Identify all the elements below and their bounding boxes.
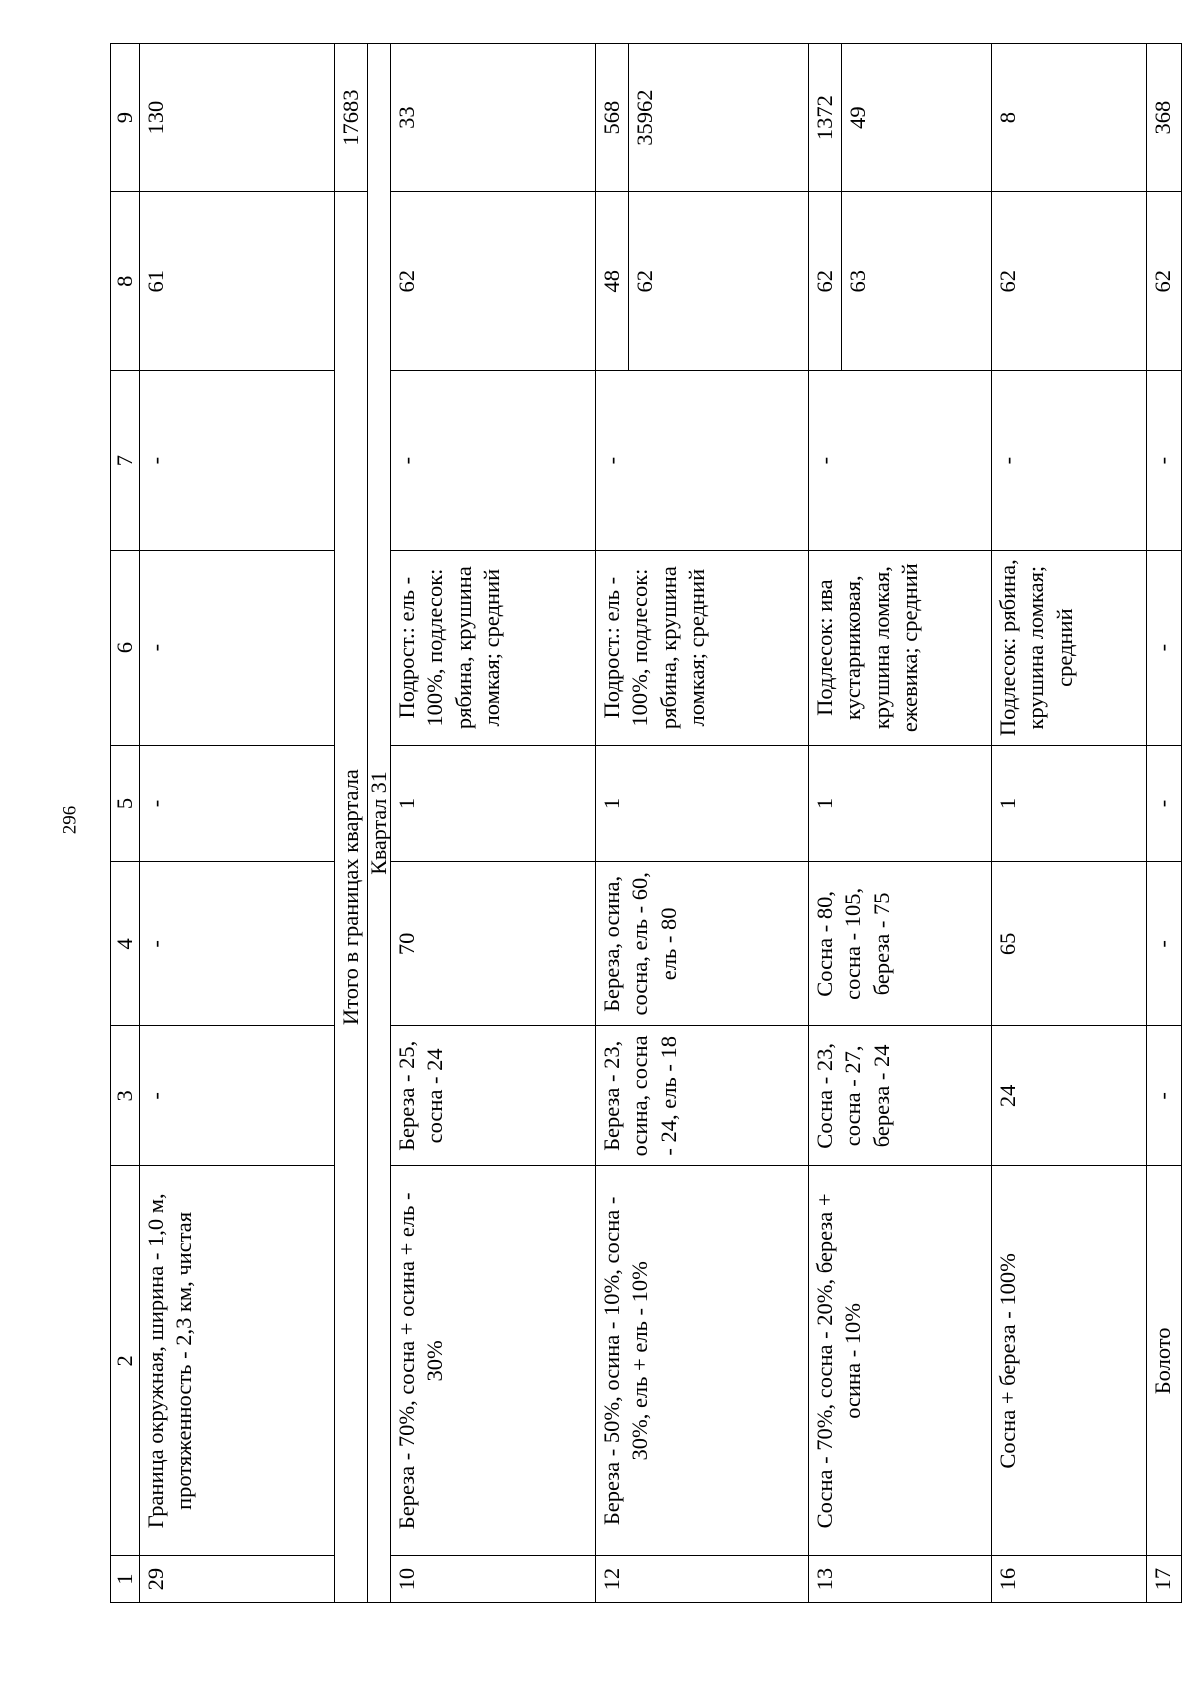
split-value: 48: [599, 270, 625, 293]
header-cell: 8: [111, 192, 140, 371]
table-cell: 1: [391, 745, 596, 862]
age-cell: Береза, осина, сосна, ель - 60, ель - 80: [596, 862, 809, 1026]
split-value: 568: [599, 100, 625, 135]
split-cell: [809, 44, 992, 192]
header-cell: 5: [111, 745, 140, 862]
split-cell: [596, 44, 809, 192]
table-cell: -: [140, 862, 335, 1026]
table-cell: -: [809, 371, 992, 550]
table-cell: -: [1147, 1026, 1182, 1166]
table-cell: -: [596, 371, 809, 550]
composition-cell: Сосна - 70%, сосна - 20%, береза + осина - 10%: [809, 1166, 992, 1556]
table-cell: 368: [1147, 44, 1182, 192]
table-cell: 62: [992, 192, 1147, 371]
table-cell: -: [1147, 550, 1182, 745]
table-cell: -: [140, 1026, 335, 1166]
split-cell: [809, 192, 992, 371]
split-cell: [596, 192, 809, 371]
table-row-boundary: [140, 44, 335, 1603]
height-cell: Сосна - 23, сосна - 27, береза - 24: [809, 1026, 992, 1166]
table-row-total: [335, 44, 368, 1603]
header-cell: 6: [111, 550, 140, 745]
undergrowth-cell: Подрост.: ель - 100%, подлесок: рябина, крушина ломкая; средний: [596, 550, 809, 745]
total-value: 17683: [335, 44, 368, 192]
composition-cell: Болото: [1147, 1166, 1182, 1556]
age-cell: 70: [391, 862, 596, 1026]
table-cell: -: [992, 371, 1147, 550]
header-cell: 2: [111, 1166, 140, 1556]
table-row: [992, 44, 1147, 1603]
table-row-quarter: [368, 44, 391, 1603]
row-number-cell: 12: [596, 1556, 809, 1603]
table-cell: 130: [140, 44, 335, 192]
age-cell: Сосна - 80, сосна - 105, береза - 75: [809, 862, 992, 1026]
table-cell: -: [1147, 371, 1182, 550]
table-row: [1147, 44, 1182, 1603]
row-number-cell: 13: [809, 1556, 992, 1603]
split-value: 1372: [812, 95, 838, 141]
table-cell: 33: [391, 44, 596, 192]
row-number-cell: 29: [140, 1556, 335, 1603]
undergrowth-cell: Подрост.: ель - 100%, подлесок: рябина, крушина ломкая; средний: [391, 550, 596, 745]
undergrowth-cell: Подлесок: рябина, крушина ломкая; средний: [992, 550, 1147, 745]
table-cell: -: [1147, 745, 1182, 862]
header-cell: 9: [111, 44, 140, 192]
row-number-cell: 16: [992, 1556, 1147, 1603]
table-row: [809, 44, 992, 1603]
table-row: [391, 44, 596, 1603]
table-row: [596, 44, 809, 1603]
table-cell: 61: [140, 192, 335, 371]
forest-inventory-table: [110, 43, 1182, 1603]
table-cell: 8: [992, 44, 1147, 192]
split-value: 35962: [628, 44, 661, 191]
undergrowth-cell: Подлесок: ива кустарниковая, крушина ломкая, ежевика; средний: [809, 550, 992, 745]
table-cell: -: [140, 745, 335, 862]
table-cell: 1: [809, 745, 992, 862]
table-cell: -: [140, 371, 335, 550]
height-cell: 24: [992, 1026, 1147, 1166]
header-cell: 1: [111, 1556, 140, 1603]
rotated-table-container: [110, 43, 1176, 1603]
height-cell: Береза - 25, сосна - 24: [391, 1026, 596, 1166]
composition-cell: Граница окружная, ширина - 1,0 м, протяженность - 2,3 км, чистая: [140, 1166, 335, 1556]
composition-cell: Сосна + береза - 100%: [992, 1166, 1147, 1556]
table-header-row: [111, 44, 140, 1603]
split-value: 62: [628, 192, 661, 370]
page-number: [50, 790, 90, 850]
table-cell: -: [391, 371, 596, 550]
table-cell: 62: [391, 192, 596, 371]
total-label: Итого в границах квартала: [335, 192, 368, 1603]
row-number-cell: 10: [391, 1556, 596, 1603]
age-cell: 65: [992, 862, 1147, 1026]
header-cell: 3: [111, 1026, 140, 1166]
table-cell: 1: [596, 745, 809, 862]
composition-cell: Береза - 50%, осина - 10%, сосна - 30%, ель + ель - 10%: [596, 1166, 809, 1556]
header-cell: 4: [111, 862, 140, 1026]
table-cell: -: [1147, 862, 1182, 1026]
quarter-label: Квартал 31: [368, 44, 391, 1603]
height-cell: Береза - 23, осина, сосна - 24, ель - 18: [596, 1026, 809, 1166]
table-cell: 62: [1147, 192, 1182, 371]
table-cell: 1: [992, 745, 1147, 862]
header-cell: 7: [111, 371, 140, 550]
split-value: 63: [841, 192, 874, 370]
composition-cell: Береза - 70%, сосна + осина + ель - 30%: [391, 1166, 596, 1556]
page-number-text: 296: [59, 805, 80, 835]
table-cell: -: [140, 550, 335, 745]
split-value: 49: [841, 44, 874, 191]
row-number-cell: 17: [1147, 1556, 1182, 1603]
split-value: 62: [812, 270, 838, 293]
